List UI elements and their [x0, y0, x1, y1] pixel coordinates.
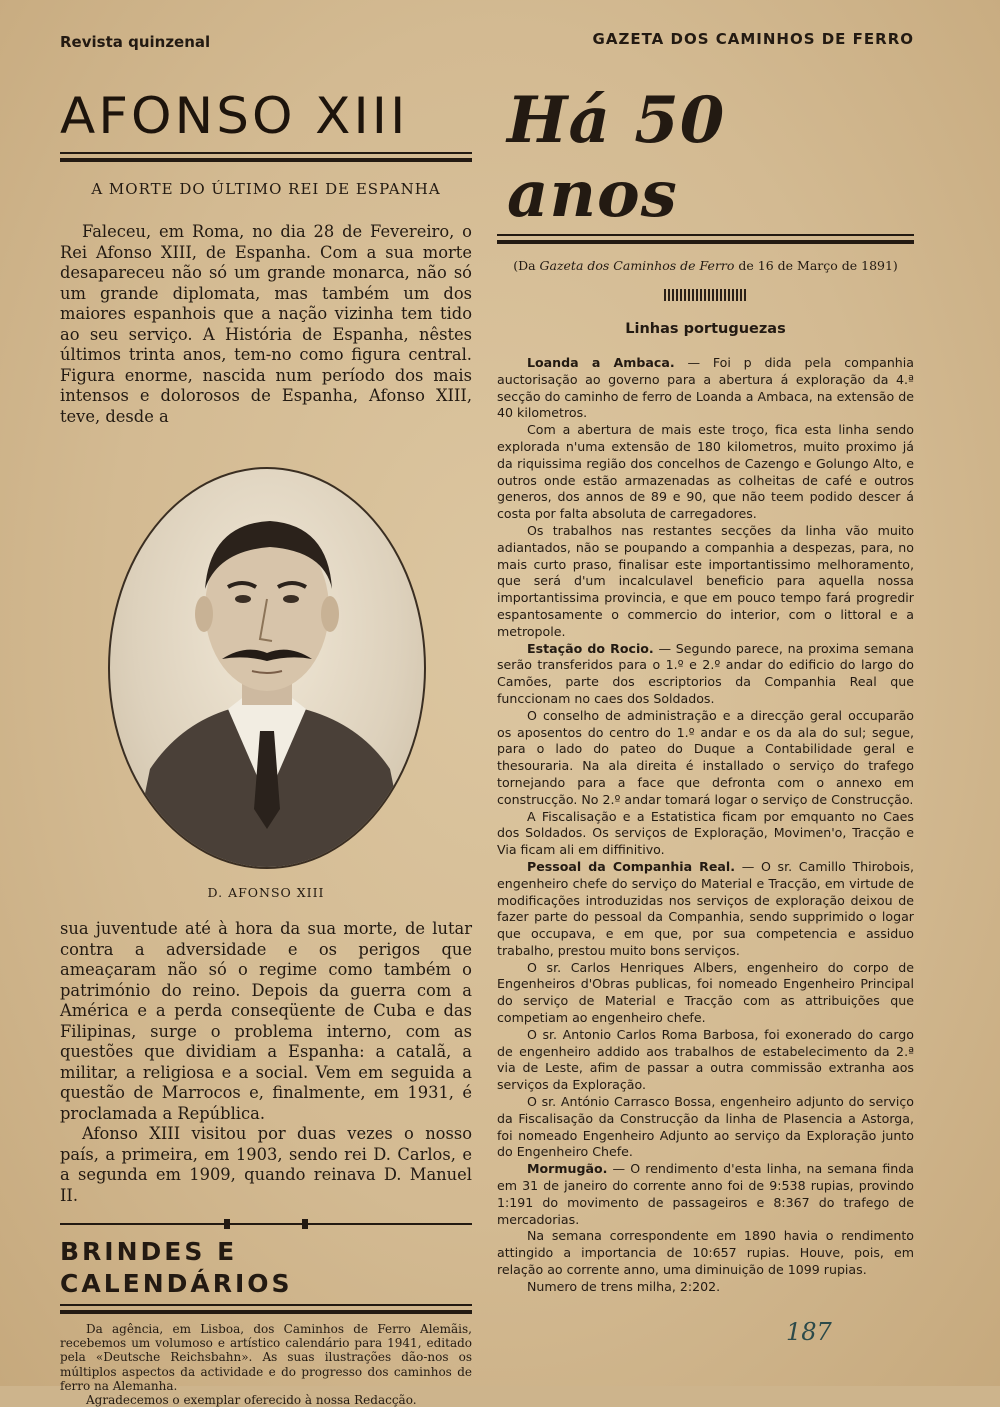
title-rule	[60, 152, 472, 162]
left-column	[60, 84, 472, 1407]
news-paragraph: O sr. António Carrasco Bossa, engenheiro adjunto do serviço da Fiscalisação da Construcção da linha de Plasencia a Astorga, foi nomeado Engenheiro Adjunto ao serviço da Exploração junto do Engenheiro Chefe.	[497, 1094, 914, 1160]
article-paragraph: Faleceu, em Roma, no dia 28 de Fevereiro, o Rei Afonso XIII, de Espanha. Com a sua morte desapareceu não só um grande monarca, não só um grande diplomata, mas também um dos maiores espanhois que a nação vizinha tem tido ao seu serviço. A História de Espanha, nêstes últimos trinta anos, tem-no como figura central. Figura enorme, nascida num período dos mais intensos e dolorosos de Espanha, Afonso XIII, teve, desde a	[60, 222, 472, 426]
news-paragraph: Com a abertura de mais este troço, fica esta linha sendo explorada n'uma extensão de 180 kilometros, muito proximo já da riquissima região dos concelhos de Cazengo e Golungo Alto, e outros onde estão armazenadas as colheitas de café e outros generos, dos annos de 89 e 90, que não teem podido descer á costa por falta absoluta de carregadores.	[497, 422, 914, 522]
article-subtitle: A MORTE DO ÚLTIMO REI DE ESPANHA	[91, 180, 441, 198]
news-paragraph: Mormugão. — O rendimento d'esta linha, na semana finda em 31 de janeiro do corrente anno foi de 9:538 rupias, provindo 1:191 do movimento de passageiros e 8:367 do trafego de mercadorias.	[497, 1161, 914, 1227]
brindes-title: BRINDES E CALENDÁRIOS	[60, 1237, 293, 1298]
news-paragraph: O sr. Antonio Carlos Roma Barbosa, foi exonerado do cargo de engenheiro addido aos trabalhos de estabelecimento da 2.ª via de Leste, afim de passar a outra commissão extranha aos serviços da Exploração.	[497, 1026, 914, 1093]
portrait-figure	[60, 437, 472, 919]
news-paragraph: A Fiscalisação e a Estatistica ficam por emquanto no Caes dos Soldados. Os serviços de Exploração, Movimen'o, Tracção e Via ficam ali em diffinitivo.	[497, 808, 914, 858]
section-title: Linhas portuguezas	[625, 321, 786, 337]
portrait-caption: D. AFONSO XIII	[207, 885, 325, 900]
article-paragraph: sua juventude até à hora da sua morte, de lutar contra a adversidade e os perigos que ameaçaram não só o regime como também o património do reino. Depois da guerra com a América e a perda conseqüente de Cuba e das Filipinas, surge o problema interno, com as questões que dividiam a Espanha: a catalã, a militar, a religiosa e a social. Vem em seguida a questão de Marrocos e, finalmente, em 1931, é proclamada a República.	[60, 919, 472, 1123]
running-header-left: Revista quinzenal	[60, 33, 211, 51]
running-header-right: GAZETA DOS CAMINHOS DE FERRO	[592, 30, 914, 48]
news-paragraph: Na semana correspondente em 1890 havia o rendimento attingido a importancia de 10:657 rupias. Houve, pois, em relação ao corrente anno, uma diminuição de 1099 rupias.	[497, 1228, 914, 1278]
portrait-photo	[108, 467, 426, 869]
column-title-rule	[497, 234, 914, 244]
news-list	[497, 355, 914, 1296]
news-paragraph: Loanda a Ambaca. — Foi p dida pela companhia auctorisação ao governo para a abertura á exploração da 4.ª secção do caminho de ferro de Loanda a Ambaca, na extensão de 40 kilometros.	[497, 355, 914, 421]
news-paragraph: Pessoal da Companhia Real. — O sr. Camillo Thirobois, engenheiro chefe do serviço do Material e Tracção, em virtude de modificações introduzidas nos serviços de exploração deixou de fazer parte do pessoal da Companhia, sendo supprimido o logar que occupava, e em que, por sua competencia e assiduo trabalho, prestou muito bons serviços.	[497, 858, 915, 958]
source-note: (Da Gazeta dos Caminhos de Ferro de 16 de Março de 1891)	[513, 258, 898, 273]
news-paragraph: Os trabalhos nas restantes secções da linha vão muito adiantados, não se poupando a companhia a despezas, para, no mais curto praso, finalisar este importantissimo melhoramento, que será d'um incalculavel beneficio para aquella nossa importantissima provincia, e que em pouco tempo fará progredir espantosamente o commercio do interior, com o littoral e a metropole.	[497, 522, 914, 639]
article-title: AFONSO XIII	[60, 87, 409, 145]
news-paragraph: Numero de trens milha, 2:202.	[527, 1278, 721, 1294]
brindes-paragraph: Da agência, em Lisboa, dos Caminhos de Ferro Alemãis, recebemos um volumoso e artístico calendário para 1941, editado pela «Deutsche Reichsbahn». As suas ilustrações dão-nos os múltiplos aspectos da actividade e do progresso dos caminhos de ferro na Alemanha.	[60, 1322, 472, 1393]
page-number: 187	[786, 1318, 832, 1346]
column-title: Há 50 anos	[507, 83, 726, 232]
article-paragraph: Afonso XIII visitou por duas vezes o nosso país, a primeira, em 1903, sendo rei D. Carlos, e a segunda em 1909, quando reinava D. Manuel II.	[60, 1124, 472, 1205]
news-paragraph: O sr. Carlos Henriques Albers, engenheiro do corpo de Engenheiros d'Obras publicas, foi nomeado Engenheiro Principal do serviço de Material e Tracção com as attribuições que competiam ao engenheiro chefe.	[497, 959, 914, 1026]
news-paragraph: O conselho de administração e a direcção geral occuparão os aposentos do centro do 1.º andar e os da ala do sul; segue, para o lado do pateo do Duque a Contabilidade geral e thesouraria. Na ala direita é installado o serviço do trafego tornejando para a face que defronta com o annexo em construcção. No 2.º andar tomará logar o serviço de Construcção.	[497, 707, 914, 807]
brindes-rule	[60, 1304, 472, 1314]
decorative-stripe	[664, 289, 748, 301]
ornament-rule	[60, 1218, 472, 1230]
brindes-paragraph: Agradecemos o exemplar oferecido à nossa Redacção.	[86, 1393, 417, 1407]
right-column	[497, 84, 914, 1296]
portrait-illustration	[110, 469, 424, 867]
news-paragraph: Estação do Rocio. — Segundo parece, na proxima semana serão transferidos para o 1.º e 2.º andar do edificio do largo do Camões, parte dos escriptorios da Companhia Real que funccionam no caes dos Soldados.	[497, 640, 914, 706]
